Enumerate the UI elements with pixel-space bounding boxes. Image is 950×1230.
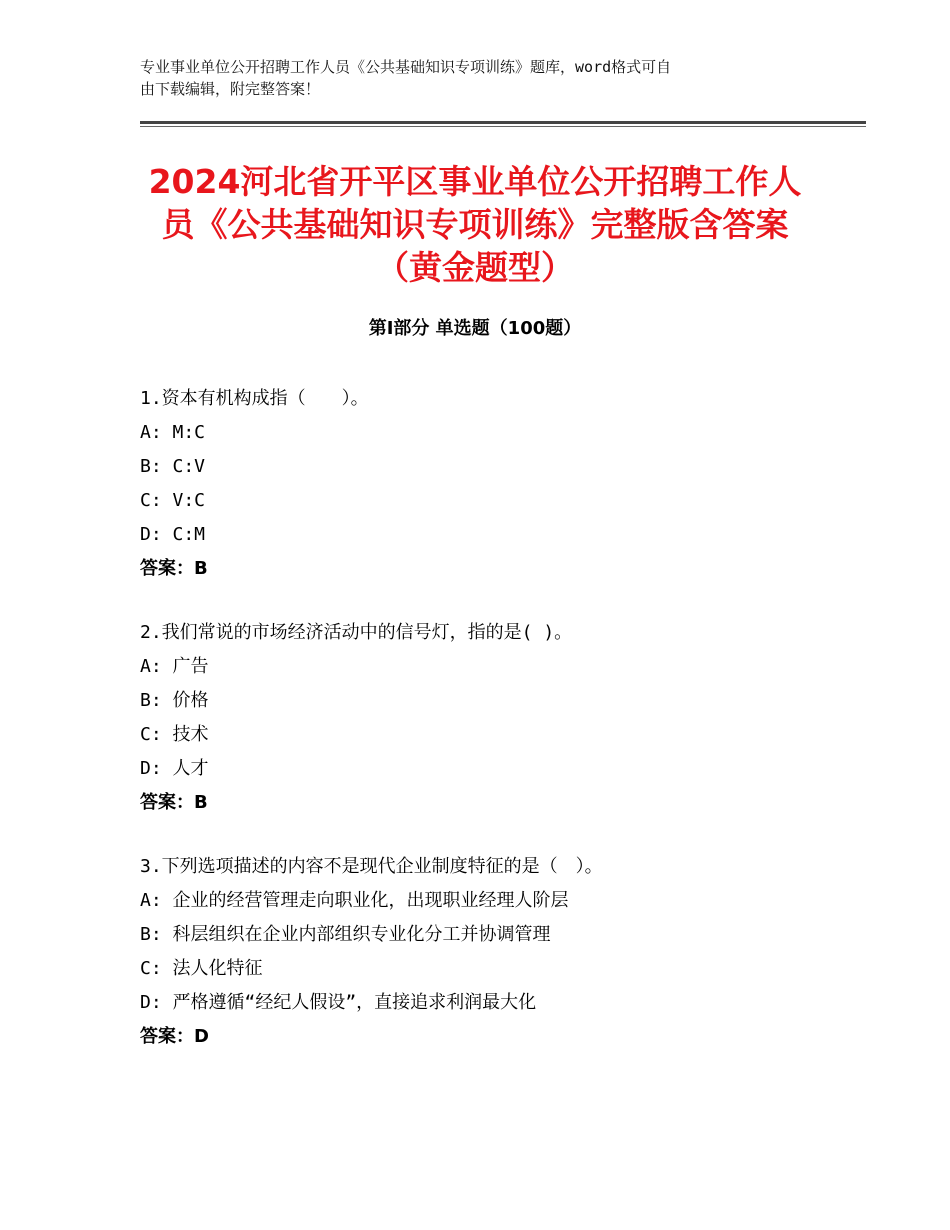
question-list — [140, 382, 860, 1084]
option-b: B: C:V — [140, 456, 206, 477]
header-divider-thin — [140, 126, 866, 127]
option-d: D: C:M — [140, 524, 206, 545]
section-title: 第Ⅰ部分 单选题（100题） — [368, 318, 582, 339]
question-stem: 1.资本有机构成指（ ）。 — [140, 388, 369, 409]
option-a: A: M:C — [140, 422, 206, 443]
option-c: C: 法人化特征 — [140, 958, 263, 979]
option-c: C: V:C — [140, 490, 206, 511]
option-d: D: 人才 — [140, 758, 209, 779]
option-d: D: 严格遵循“经纪人假设”，直接追求利润最大化 — [140, 992, 537, 1013]
question-item — [140, 382, 860, 586]
title-line: 2024河北省开平区事业单位公开招聘工作人 — [148, 162, 802, 201]
question-stem: 2.我们常说的市场经济活动中的信号灯，指的是( )。 — [140, 622, 573, 643]
answer-label: 答案：D — [140, 1026, 209, 1047]
question-item — [140, 616, 860, 820]
option-c: C: 技术 — [140, 724, 209, 745]
title-line: 员《公共基础知识专项训练》完整版含答案 — [161, 205, 789, 244]
question-stem: 3.下列选项描述的内容不是现代企业制度特征的是（ ）。 — [140, 856, 603, 877]
question-item — [140, 850, 860, 1054]
document-title — [130, 160, 820, 289]
option-a: A: 广告 — [140, 656, 209, 677]
header-note-line: 专业事业单位公开招聘工作人员《公共基础知识专项训练》题库，word格式可自 — [140, 58, 672, 76]
header-divider — [140, 121, 866, 124]
option-b: B: 科层组织在企业内部组织专业化分工并协调管理 — [140, 924, 551, 945]
option-b: B: 价格 — [140, 690, 209, 711]
header-note — [140, 56, 820, 100]
header-note-line: 由下载编辑，附完整答案！ — [140, 80, 321, 98]
title-line: （黄金题型） — [376, 248, 574, 287]
option-a: A: 企业的经营管理走向职业化，出现职业经理人阶层 — [140, 890, 569, 911]
answer-label: 答案：B — [140, 792, 208, 813]
answer-label: 答案：B — [140, 558, 208, 579]
